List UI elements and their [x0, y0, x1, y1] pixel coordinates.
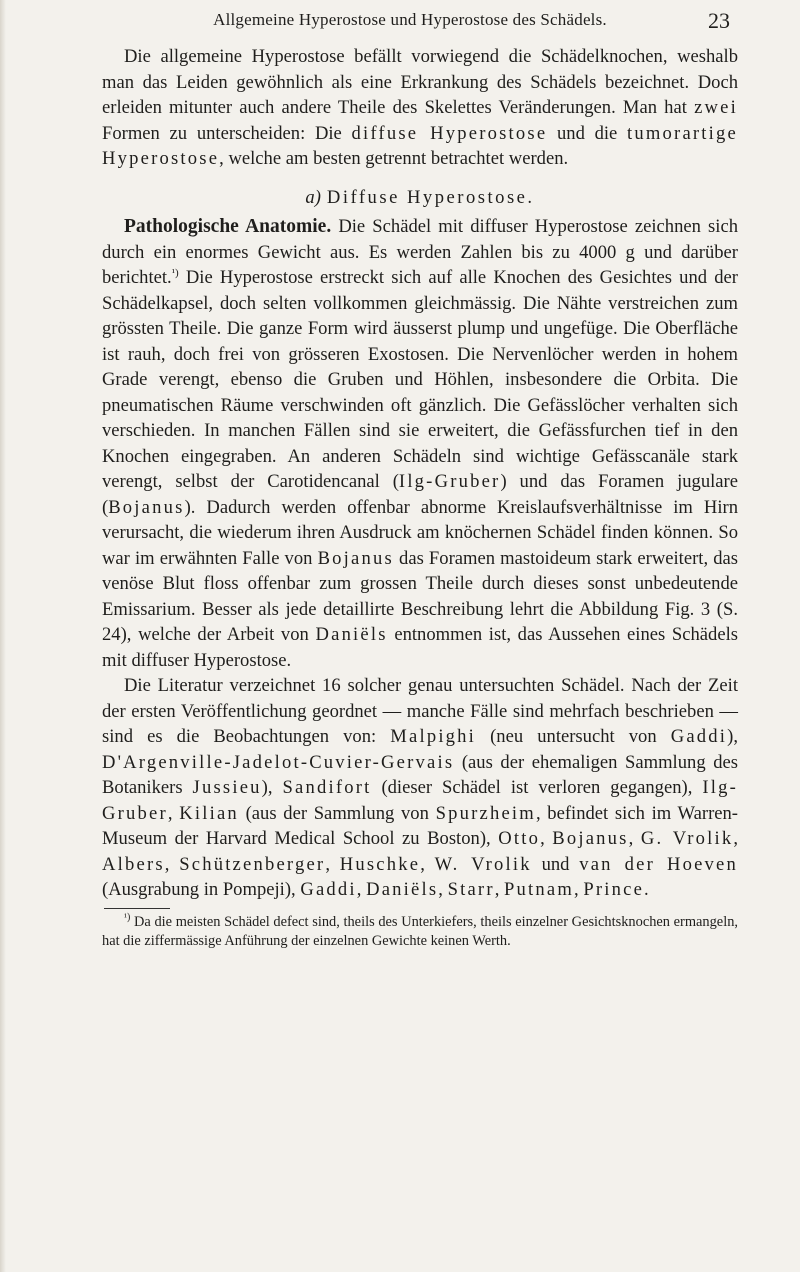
- author-name: Schützenberger: [179, 853, 326, 875]
- author-name: Bojanus: [552, 828, 629, 849]
- running-header: Allgemeine Hyperostose und Hyperostose des Schädels.: [213, 10, 607, 29]
- section-title: Diffuse Hyperostose.: [326, 186, 535, 208]
- spaced-term: tumorartige Hyperostose: [102, 122, 738, 169]
- text-run: ,: [628, 828, 641, 849]
- text-run: das Foramen mastoideum stark erweitert, das venöse Blut floss offenbar zum grossen Theile durch dieses sonst unbedeutende Emissarium. Besser als jede detaillirte Beschreibung lehrt die Abbildung Fig. 3 (S. 24), welche der Arbeit von: [102, 547, 738, 645]
- text-run: ,: [733, 828, 738, 849]
- text-run: ),: [261, 777, 283, 798]
- author-name: Bojanus: [108, 496, 185, 518]
- author-name: Bojanus: [317, 547, 394, 569]
- main-text: [102, 44, 738, 952]
- text-run: entnommen ist, das Aussehen eines Schädels mit diffuser Hyperostose.: [102, 624, 738, 671]
- footnote-mark: ¹): [124, 911, 131, 923]
- author-name: Prince: [583, 879, 645, 900]
- author-name: Starr: [447, 879, 495, 900]
- text-run: (aus der ehemaligen Sammlung des Botanikers: [102, 751, 738, 798]
- text-run: ) und das Foramen jugulare (: [102, 471, 739, 518]
- spaced-term: diffuse Hyperostose: [351, 122, 548, 144]
- text-run: ,: [420, 853, 435, 875]
- author-name: van der Hoeven: [579, 853, 738, 875]
- text-run: und: [531, 853, 580, 875]
- text-run: ),: [727, 726, 738, 747]
- text-run: (aus der Sammlung von: [238, 802, 436, 824]
- page-gutter-shadow: [0, 0, 6, 1272]
- paragraph-lead: Pathologische Anatomie.: [124, 216, 332, 237]
- footnote-text: Da die meisten Schädel defect sind, theils des Unterkiefers, theils einzelner Gesichtsknochen ermangeln, hat die ziffermässige Anführung der einzelnen Gewichte keinen Werth.: [102, 913, 738, 949]
- text-run: Die Literatur verzeichnet 16 solcher genau untersuchten Schädel. Nach der Zeit der ersten Veröffentlichung geordnet — manche Fälle sind mehrfach beschrieben — sind es die Beobachtungen von:: [102, 675, 738, 747]
- text-run: ,: [167, 802, 180, 824]
- text-run: Die Schädel mit diffuser Hyperostose zeichnen sich durch ein enormes Gewicht aus. Es werden Zahlen bis zu 4000 g und darüber berichtet.: [102, 216, 738, 288]
- author-name: Huschke: [339, 853, 421, 875]
- section-heading: [102, 185, 738, 211]
- author-name: Daniëls: [366, 879, 439, 900]
- text-run: ,: [438, 879, 448, 900]
- section-letter: a): [305, 186, 321, 208]
- author-name: Ilg-Gruber: [102, 777, 738, 824]
- footnote-separator: [104, 908, 170, 909]
- text-run: ,: [574, 879, 584, 900]
- text-run: ,: [325, 853, 340, 875]
- text-run: und die: [547, 122, 628, 144]
- author-name: Kilian: [179, 802, 239, 824]
- text-run: Die allgemeine Hyperostose befällt vorwiegend die Schädelknochen, weshalb man das Leiden gewöhnlich als eine Erkrankung des Schädels bezeichnet. Doch erleiden mitunter auch andere Theile des Skelettes Veränderungen. Man hat: [102, 46, 738, 118]
- author-name: Putnam: [504, 879, 575, 900]
- text-run: ,: [164, 853, 180, 875]
- text-run: Formen zu unterscheiden: Die: [102, 122, 352, 144]
- footnote-reference[interactable]: ¹): [171, 266, 179, 279]
- author-name: Gaddi: [300, 879, 357, 900]
- paragraph-pathology: [102, 214, 738, 673]
- text-run: , welche am besten getrennt betrachtet werden.: [219, 148, 569, 169]
- author-name: Ilg-Gruber: [398, 471, 501, 492]
- text-run: ). Dadurch werden offenbar abnorme Kreislaufsverhältnisse im Hirn verursacht, die wiederum ihren Ausdruck am knöchernen Schädel finden können. So war im erwähnten Falle von: [102, 496, 738, 569]
- text-run: .: [644, 879, 649, 900]
- text-run: , befindet sich im Warren-Museum der Harvard Medical School zu Boston),: [102, 802, 738, 849]
- page-number: 23: [708, 8, 730, 33]
- author-name: Gaddi: [670, 726, 728, 747]
- spaced-term: zwei: [694, 97, 738, 118]
- author-name: D'Argenville-Jadelot-Cuvier-Gervais: [102, 751, 455, 773]
- author-name: Spurzheim: [435, 802, 536, 824]
- text-run: ,: [356, 879, 367, 900]
- paragraph-intro: [102, 44, 738, 172]
- author-name: Albers: [102, 853, 165, 875]
- author-name: Daniëls: [315, 624, 388, 645]
- author-name: Otto: [498, 828, 541, 849]
- text-run: (neu untersucht von: [476, 726, 671, 747]
- author-name: Malpighi: [390, 726, 477, 747]
- text-run: (Ausgrabung in Pompeji),: [102, 879, 301, 900]
- text-run: Die Hyperostose erstreckt sich auf alle Knochen des Gesichtes und der Schädelkapsel, doch selten vollkommen gleichmässig. Die Nähte verstreichen zum grössten Theile. Die ganze Form wird äusserst plump und ungefüge. Die Oberfläche ist rauh, doch frei von grösseren Exostosen. Die Nervenlöcher werden in hohem Grade verengt, ebenso die Gruben und Höhlen, insbesondere die Orbita. Die pneumatischen Räume verschwinden oft gänzlich. Die Gefässlöcher verhalten sich verschieden. In manchen Fällen sind sie erweitert, die Gefässfurchen tief in den Knochen eingegraben. An anderen Schädeln sind wichtige Gefässcanäle stark verengt, selbst der Carotidencanal (: [102, 267, 738, 492]
- text-run: ,: [494, 879, 505, 900]
- paragraph-literature: [102, 673, 738, 903]
- author-name: G. Vrolik: [640, 828, 734, 849]
- text-run: (dieser Schädel ist verloren gegangen),: [371, 777, 703, 798]
- text-run: ,: [540, 828, 553, 849]
- author-name: Sandifort: [282, 777, 372, 798]
- footnote: [102, 913, 738, 952]
- author-name: Jussieu: [192, 777, 262, 798]
- author-name: W. Vrolik: [434, 853, 532, 875]
